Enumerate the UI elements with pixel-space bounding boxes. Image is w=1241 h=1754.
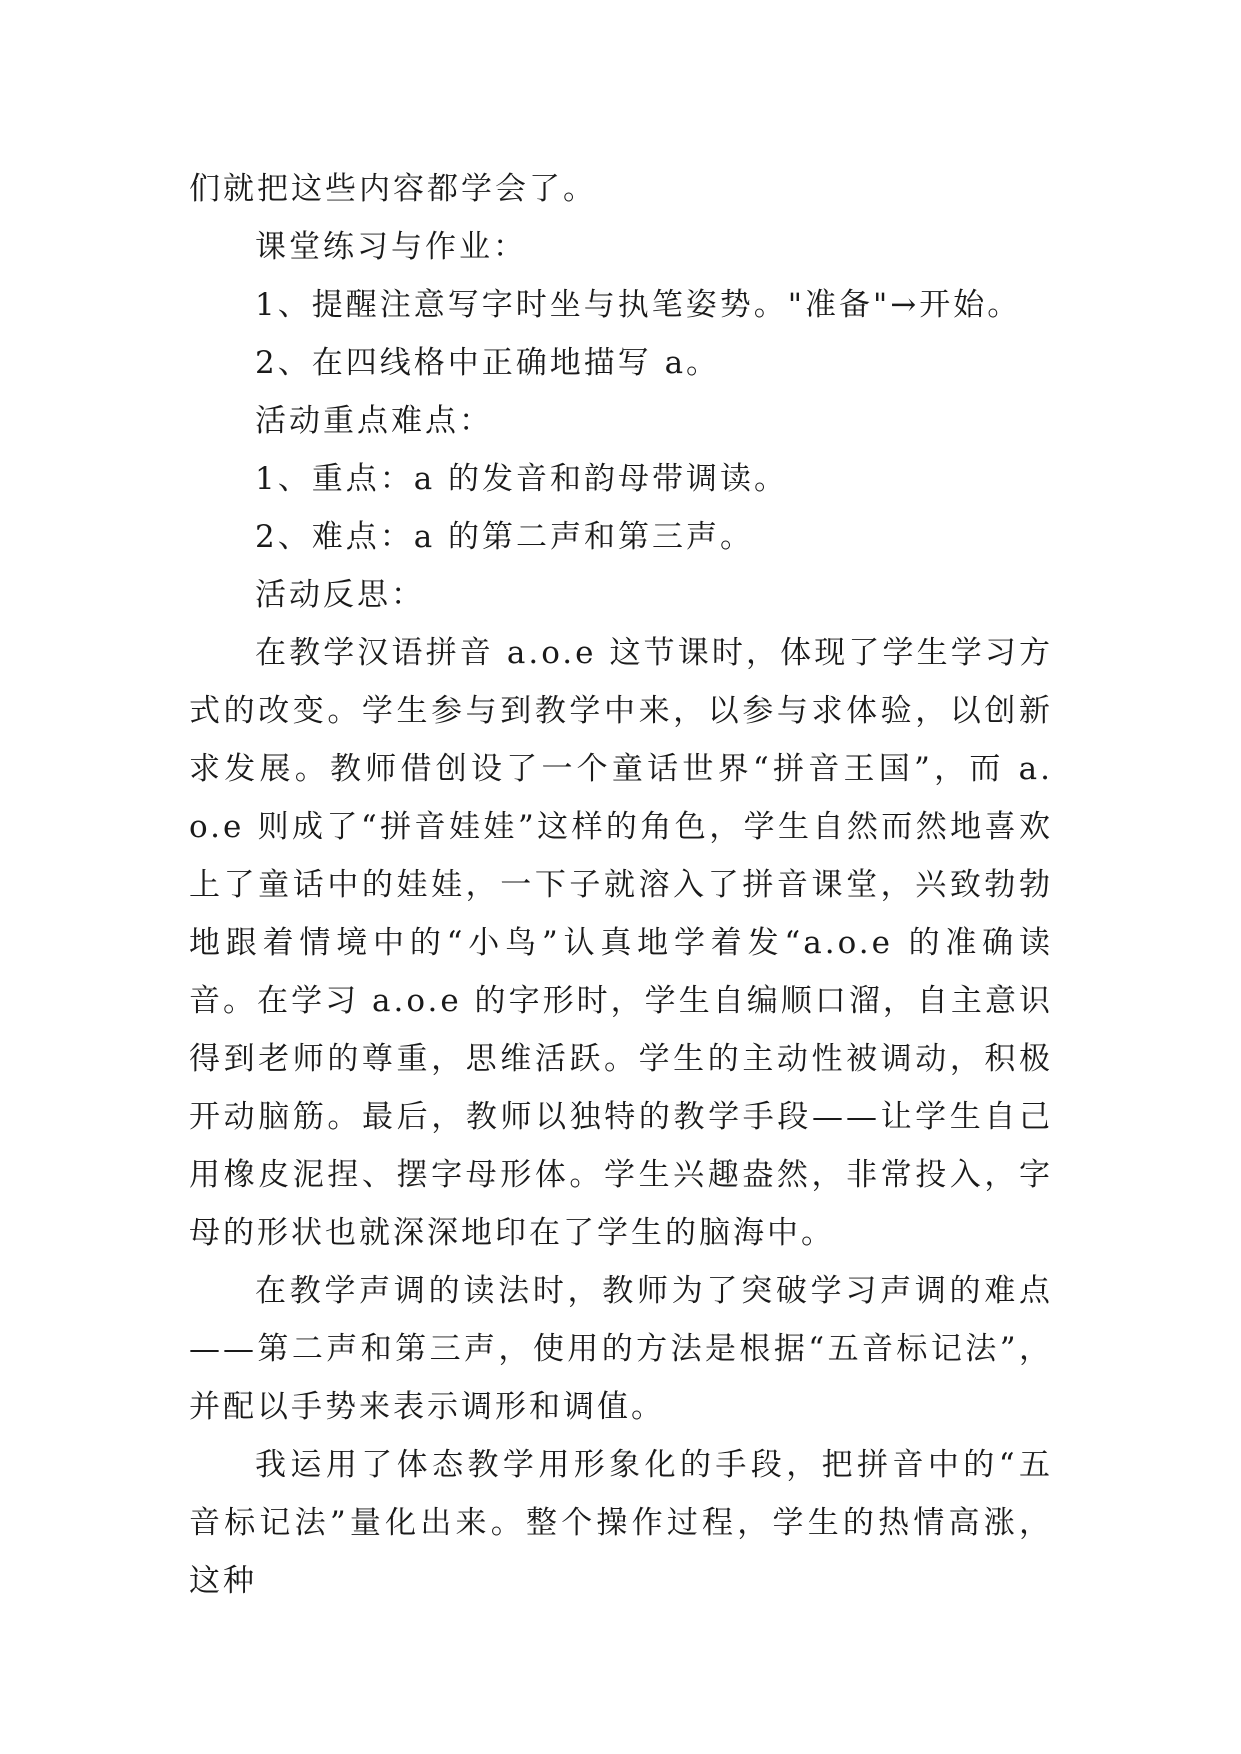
practice-item-2: 2、在四线格中正确地描写 a。 — [255, 345, 721, 381]
heading-classroom-practice: 课堂练习与作业： — [255, 229, 527, 265]
heading-key-points: 活动重点难点： — [255, 403, 493, 439]
practice-item-1: 1、提醒注意写字时坐与执笔姿势。"准备"→开始。 — [255, 287, 1022, 323]
key-point-2: 2、难点：a 的第二声和第三声。 — [255, 519, 755, 555]
reflection-paragraph-1: 在教学汉语拼音 a.o.e 这节课时，体现了学生学习方式的改变。学生参与到教学中来，以参与求体验，以创新求发展。教师借创设了一个童话世界“拼音王国”，而 a.o.e 则成了“拼音娃娃”这样的角色，学生自然而然地喜欢上了童话中的娃娃，一下子就溶入了拼音课堂，兴致勃勃地跟着情境中的“小鸟”认真地学着发“a.o.e 的准确读音。在学习 a.o.e 的字形时，学生自编顺口溜，自主意识得到老师的尊重，思维活跃。学生的主动性被调动，积极开动脑筋。最后，教师以独特的教学手段——让学生自己用橡皮泥捏、摆字母形体。学生兴趣盎然，非常投入，字母的形状也就深深地印在了学生的脑海中。 — [189, 635, 1053, 1251]
paragraph-continuation: 们就把这些内容都学会了。 — [189, 171, 597, 207]
reflection-paragraph-3: 我运用了体态教学用形象化的手段，把拼音中的“五音标记法”量化出来。整个操作过程，学生的热情高涨，这种 — [189, 1447, 1053, 1599]
body-text — [189, 160, 1053, 1610]
heading-reflection: 活动反思： — [255, 577, 425, 613]
key-point-1: 1、重点：a 的发音和韵母带调读。 — [255, 461, 789, 497]
reflection-paragraph-2: 在教学声调的读法时，教师为了突破学习声调的难点——第二声和第三声，使用的方法是根据“五音标记法”，并配以手势来表示调形和调值。 — [189, 1273, 1053, 1425]
